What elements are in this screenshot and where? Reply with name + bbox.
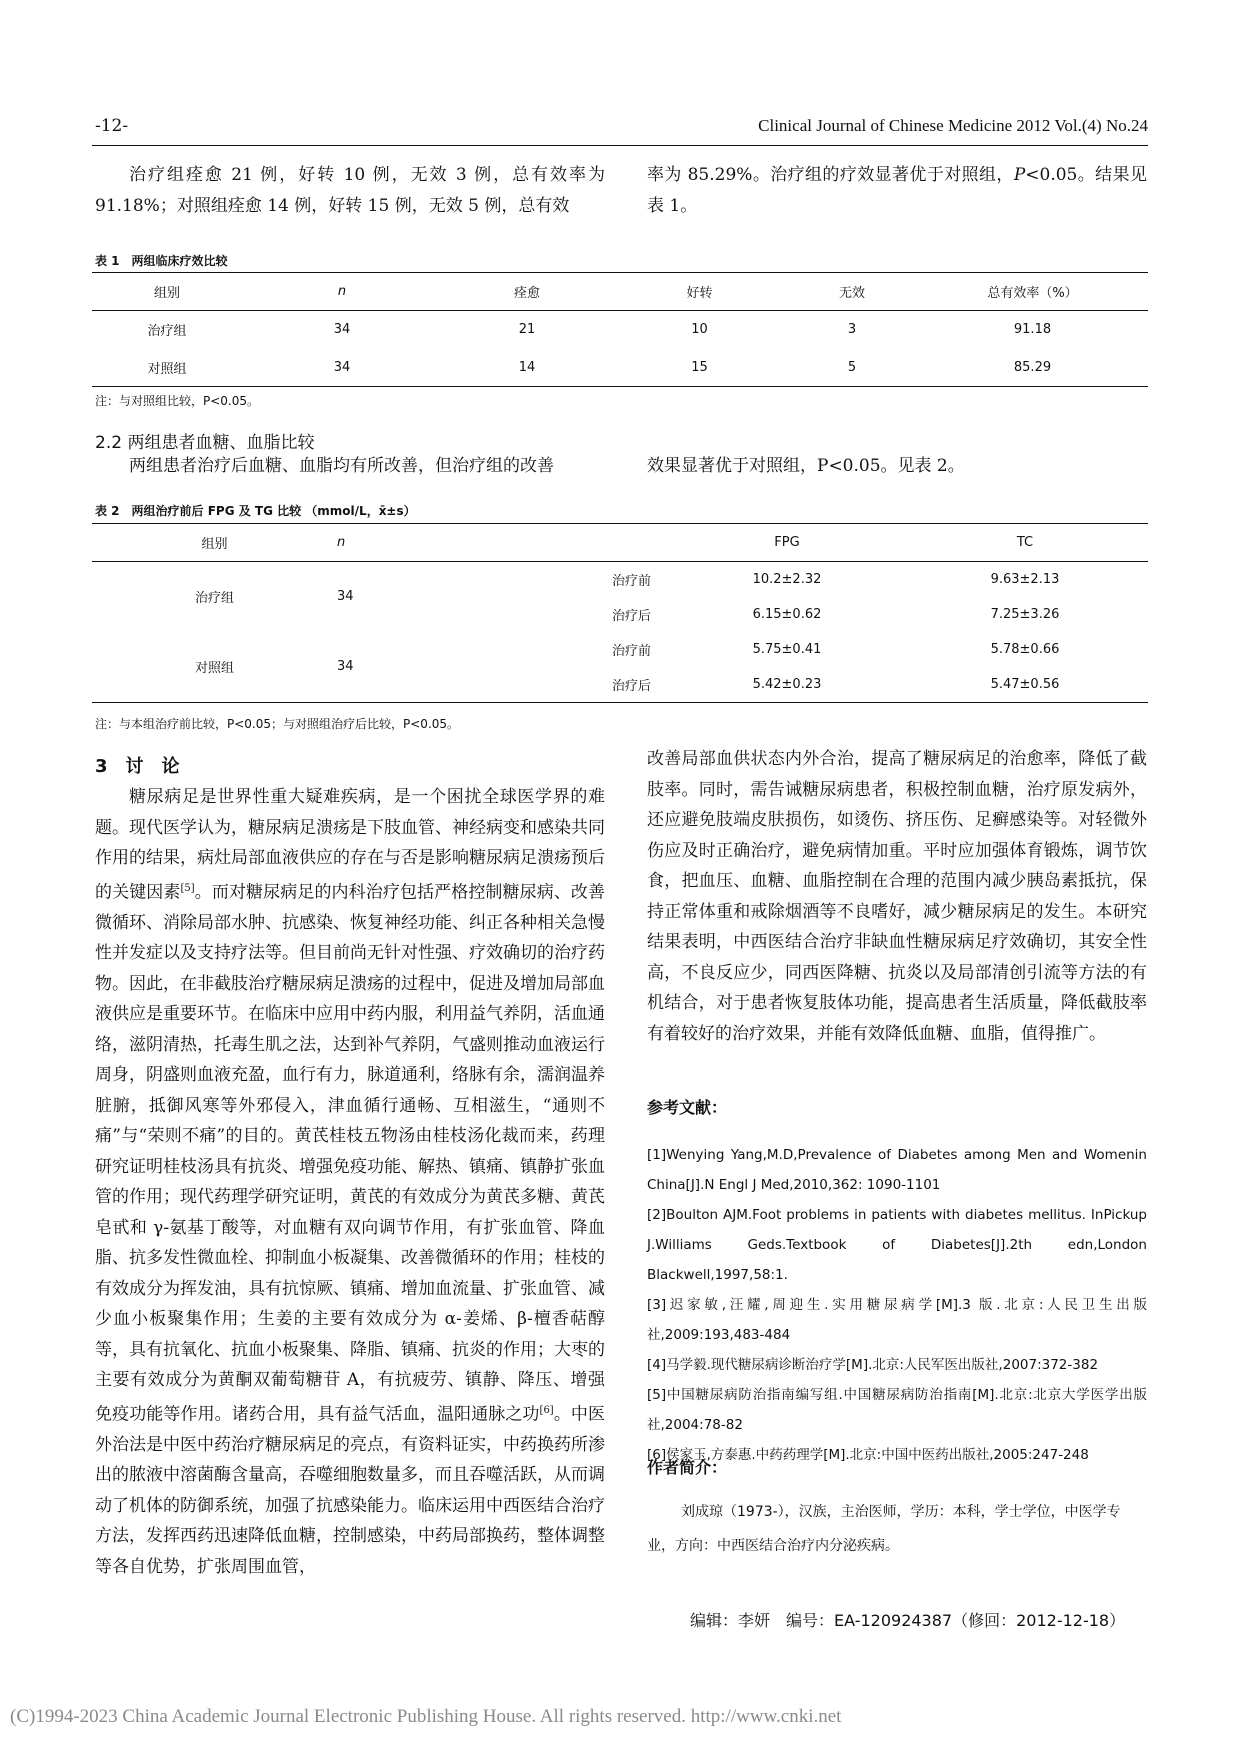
reference-item: [3]迟家敏,汪耀,周迎生.实用糖尿病学[M].3 版.北京:人民卫生出版社,2009:193,483-484 [647,1297,1147,1343]
table1-header-improved: 好转 [686,286,713,301]
table2-phase: 治疗后 [612,679,652,695]
discussion-text-b: 。而对糖尿病足的内科治疗包括严格控制糖尿病、改善微循环、消除局部水肿、抗感染、恢复神经功能、纠正各种相关急慢性并发症以及支持疗法等。但目前尚无针对性强、疗效确切的治疗药物。因此，在非截肢治疗糖尿病足溃疡的过程中，促进及增加局部血液供应是重要环节。在临床中应用中药内服，利用益气养阴，活血通络，滋阴清热，托毒生肌之法，达到补气养阴，气盛则推动血液运行周身，阴盛则血液充盈，血行有力，脉道通利，络脉有余，濡润温养脏腑，抵御风寒等外邪侵入，津血循行通畅、互相滋生，“通则不痛”与“荣则不痛”的目的。黄芪桂枝五物汤由桂枝汤化裁而来，药理研究证明桂枝汤具有抗炎、增强免疫功能、解热、镇痛、镇静扩张血管的作用；现代药理学研究证明，黄芪的有效成分为黄芪多糖、黄芪皂甙和 γ-氨基丁酸等，对血糖有双向调节作用，有扩张血管、降血脂、抗多发性微血栓、抑制血小板凝集、改善微循环的作用；桂枝的有效成分为挥发油，具有抗惊厥、镇痛、增加血流量、扩张血管、减少血小板聚集作用；生姜的主要有效成分为 α-姜烯、β-檀香萜醇等，具有抗氧化、抗血小板聚集、降脂、镇痛、抗炎的作用；大枣的主要有效成分为黄酮双葡萄糖苷 A，有抗疲劳、镇静、降压、增强免疫功能等作用。诸药合用，具有益气活血，温阳通脉之功 [95,882,606,1425]
table1-cell: 治疗组 [147,324,187,340]
table1-cell: 15 [691,359,708,375]
table2-cell: 9.63±2.13 [990,571,1060,587]
table1-note: 注：与对照组比较，P<0.05。 [95,394,260,408]
table1-cell: 34 [333,322,351,338]
table2-cell: 5.42±0.23 [752,677,822,693]
intro-left-paragraph [95,160,605,221]
references-list [647,1140,1147,1470]
table2-phase: 治疗前 [612,573,652,589]
intro-right-paragraph [647,160,1147,221]
table1-header-n: n [337,284,347,299]
discussion-text-c: 。中医外治法是中医中药治疗糖尿病足的亮点，有资料证实，中药换药所渗出的脓液中溶菌酶含量高，吞噬细胞数量多，而且吞噬活跃，从而调动了机体的防御系统，加强了抗感染能力。临床运用中西医结合治疗方法，发挥西药迅速降低血糖，控制感染，中药局部换药，整体调整等各自优势，扩张周围血管， [95,1404,606,1577]
discussion-text-a: 糖尿病足是世界性重大疑难疾病，是一个困扰全球医学界的难题。现代医学认为，糖尿病足溃疡是下肢血管、神经病变和感染共同作用的结果，病灶局部血液供应的存在与否是影响糖尿病足溃疡预后的关键因素 [95,787,605,903]
section-2-2-title: 2.2 两组患者血糖、血脂比较 [95,433,315,453]
table-row [92,632,1148,668]
section-2-2-right: 效果显著优于对照组，P<0.05。见表 2。 [647,456,965,476]
table1-cell: 10 [691,322,708,338]
table-row [92,311,1148,349]
author-title: 作者简介： [647,1458,728,1477]
table2-group-n: 34 [337,589,354,605]
intro-p-symbol: P [1013,165,1026,185]
table-row [92,349,1148,387]
table-row [92,562,1148,597]
table1-header-row [92,273,1148,311]
header-rule [92,145,1148,146]
table1-cell: 5 [847,359,857,375]
table2-header-tc: TC [1016,535,1034,550]
table1-cell: 91.18 [1013,322,1052,338]
discussion-right-paragraph: 改善局部血供状态内外合治，提高了糖尿病足的治愈率，降低了截肢率。同时，需告诫糖尿病患者，积极控制血糖，治疗原发病外，还应避免肢端皮肤损伤，如烫伤、挤压伤、足癣感染等。对轻微外伤应及时正确治疗，避免病情加重。平时应加强体育锻炼，调节饮食，把血压、血糖、血脂控制在合理的范围内减少胰岛素抵抗，保持正常体重和戒除烟酒等不良嗜好，减少糖尿病足的发生。本研究结果表明，中西医结合治疗非缺血性糖尿病足疗效确切，其安全性高，不良反应少，同西医降糖、抗炎以及局部清创引流等方法的有机结合，对于患者恢复肢体功能，提高患者生活质量，降低截肢率有着较好的治疗效果，并能有效降低血糖、血脂，值得推广。 [647,749,1147,1044]
section-3-title: 3 讨 论 [95,756,180,777]
table1-cell: 14 [518,359,536,375]
table2-phase: 治疗前 [612,644,652,659]
table2-note: 注：与本组治疗前比较，P<0.05；与对照组治疗后比较，P<0.05。 [95,717,460,731]
table2-cell: 10.2±2.32 [752,571,822,587]
table2-header-fpg: FPG [774,535,800,550]
table2-cell: 5.47±0.56 [990,677,1060,693]
table2-cell: 5.75±0.41 [752,642,822,657]
table2-header-phase [532,524,672,562]
table2-phase: 治疗后 [612,608,652,624]
citation-6: [6] [539,1404,554,1416]
table2-header-row [92,524,1148,562]
reference-item: [1]Wenying Yang,M.D,Prevalence of Diabetes among Men and Womenin China[J].N Engl J Med,2010,362: 1090-1101 [647,1147,1147,1193]
table2 [92,523,1148,703]
table1-cell: 3 [847,322,857,338]
table1-header-group: 组别 [153,286,180,301]
table2-group-name: 对照组 [194,661,234,677]
editor-line: 编辑：李妍 编号：EA-120924387（修回：2012-12-18） [690,1611,1126,1630]
table2-header-n: n [337,535,346,550]
table2-group-n: 34 [337,659,354,675]
reference-item: [6]侯家玉,方泰惠.中药药理学[M].北京:中国中医药出版社,2005:247-248 [647,1447,1089,1463]
page-number: -12- [95,116,129,136]
table2-cell: 6.15±0.62 [752,606,822,622]
table1-cell: 对照组 [147,361,187,377]
reference-item: [5]中国糖尿病防治指南编写组.中国糖尿病防治指南[M].北京:北京大学医学出版社,2004:78-82 [647,1387,1147,1433]
intro-right-text-b: <0.05。结果见表 1。 [647,165,1147,216]
table2-cell: 5.78±0.66 [990,642,1060,657]
table2-caption: 表 2 两组治疗前后 FPG 及 TG 比较 （mmol/L，x̄±s） [95,504,416,518]
journal-title: Clinical Journal of Chinese Medicine 2012 Vol.(4) No.24 [758,116,1148,135]
table1-cell: 85.29 [1013,359,1052,375]
reference-item: [2]Boulton AJM.Foot problems in patients with diabetes mellitus. InPickup J.Williams Geds.Textbook of Diabetes[J].2th edn,London Blackwell,1997,58:1. [647,1207,1147,1283]
table1-header-cured: 痊愈 [513,286,540,301]
citation-5: [5] [180,882,195,894]
table2-header-group: 组别 [201,537,228,552]
copyright-footer: (C)1994-2023 China Academic Journal Electronic Publishing House. All rights reserved. http://www.cnki.net [10,1706,842,1727]
reference-item: [4]马学毅.现代糖尿病诊断治疗学[M].北京:人民军医出版社,2007:372-382 [647,1357,1099,1373]
table2-cell: 7.25±3.26 [990,606,1060,622]
table1-cell: 21 [518,322,536,338]
table1-cell: 34 [333,359,351,375]
table2-group-name: 治疗组 [194,591,234,607]
references-title: 参考文献： [647,1098,728,1117]
table1-header-ineffective: 无效 [838,286,865,301]
author-bio: 刘成琼（1973-），汉族，主治医师，学历：本科，学士学位，中医学专业，方向：中西医结合治疗内分泌疾病。 [647,1504,1121,1554]
discussion-left-paragraph [95,782,605,1582]
intro-right-text-a: 率为 85.29%。治疗组的疗效显著优于对照组， [647,165,1014,185]
intro-left-text: 治疗组痊愈 21 例，好转 10 例，无效 3 例，总有效率为 91.18%；对照组痊愈 14 例，好转 15 例，无效 5 例，总有效 [95,165,605,216]
section-2-2-left: 两组患者治疗后血糖、血脂均有所改善，但治疗组的改善 [129,456,554,476]
table1 [92,272,1148,387]
table1-caption: 表 1 两组临床疗效比较 [95,254,228,268]
table1-header-total-rate: 总有效率（%） [987,286,1078,301]
